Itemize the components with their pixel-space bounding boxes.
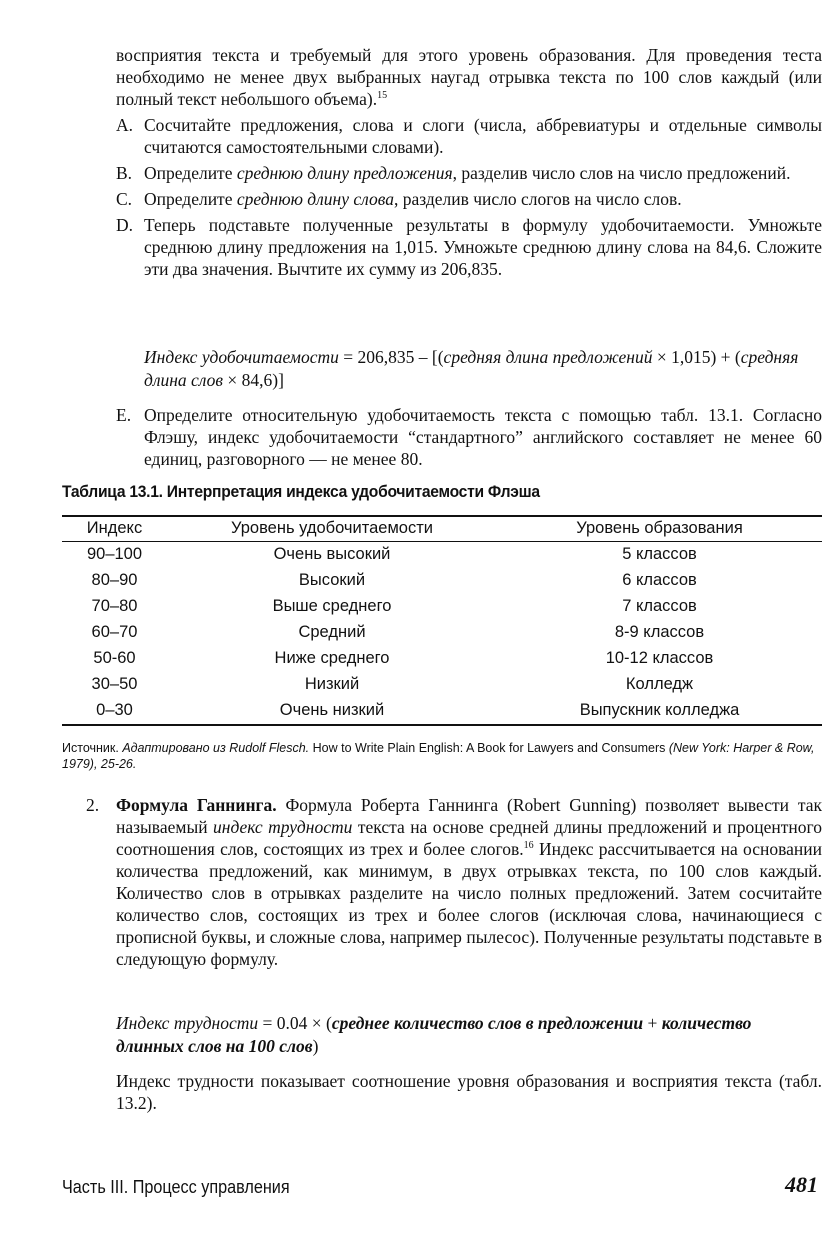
list-item <box>116 214 822 280</box>
emphasis: индекс трудности <box>213 817 353 837</box>
section-heading: Формула Ганнинга. <box>116 795 277 815</box>
footnote-ref: 15 <box>377 90 388 102</box>
text-run: Определите <box>144 189 237 209</box>
table-row <box>62 620 822 646</box>
table-row <box>62 594 822 620</box>
table-cell: Высокий <box>298 571 366 589</box>
list-text: Определите относительную удобочитаемость текста с помощью табл. 13.1. Согласно Флэшу, индекс удобочитаемости “стандартного” английского составляет не менее 60 единиц, разговорного — не менее 80. <box>144 405 822 469</box>
table-cell: Очень низкий <box>167 698 497 725</box>
steps-list <box>116 114 822 284</box>
list-item <box>116 404 822 470</box>
table-cell: 8-9 классов <box>614 623 705 641</box>
column-header: Уровень удобочитаемости <box>167 516 497 542</box>
text-run: Индекс рассчитывается на основании количества предложений, как минимум, в двух отрывках текста, по 100 слов каждый. Количество слов в отрывках разделите на число полных предложений. Затем сосчитайте количество слов, состоящих из трех и более слогов (исключая слова, начинающиеся с прописной буквы, и сложные слова, например пылесос). Полученные результаты подставьте в следующую формулу. <box>116 839 822 969</box>
table-cell: 50-60 <box>93 649 136 667</box>
text-run: , разделив число слов на число предложений. <box>452 163 791 183</box>
column-header: Уровень образования <box>497 516 822 542</box>
table-source-note <box>62 740 822 772</box>
table-row <box>62 672 822 698</box>
step-e <box>116 404 822 474</box>
list-marker: C. <box>116 189 133 209</box>
formula-flesch <box>144 346 822 392</box>
table-cell: 90–100 <box>86 545 143 563</box>
text-run: Определите <box>144 163 237 183</box>
intro-paragraph <box>116 44 822 110</box>
footnote-ref: 16 <box>523 840 534 852</box>
table-cell: Средний <box>298 623 366 641</box>
table-cell: Выпускник колледжа <box>497 698 822 725</box>
list-marker: E. <box>116 405 132 425</box>
table-cell: Низкий <box>304 675 360 693</box>
table-cell: 70–80 <box>91 597 138 615</box>
text-run: , разделив число слогов на число слов. <box>393 189 682 209</box>
page-number: 481 <box>785 1172 818 1197</box>
table-cell: 0–30 <box>62 698 167 725</box>
list-text <box>144 162 822 184</box>
formula-term: средняя длина слов <box>144 347 799 390</box>
table-cell: Колледж <box>625 675 694 693</box>
formula-part: ) <box>312 1036 319 1056</box>
source-prefix: Источник. <box>62 741 123 755</box>
list-marker: A. <box>116 115 134 135</box>
section-gunning <box>86 794 822 970</box>
text-run: Формула Роберта Ганнинга (Robert Gunning) позволяет вывести так называемый <box>116 795 822 837</box>
source-adapted: Адаптировано из Rudolf Flesch. <box>122 741 313 755</box>
formula-term: количество длинных слов на 100 слов <box>116 1013 752 1056</box>
table-cell: 30–50 <box>91 675 138 693</box>
section-number: 2. <box>86 795 100 815</box>
section-body <box>116 794 822 970</box>
running-footer: Часть III. Процесс управления <box>62 1177 290 1197</box>
list-text: Теперь подставьте полученные результаты в формулу удобочитаемости. Умножьте среднюю длину предложения на 1,015. Умножьте среднюю длину слова на 84,6. Сложите эти два значения. Вычтите их сумму из 206,835. <box>144 215 822 279</box>
formula-term: среднее количество слов в предложении <box>331 1013 644 1033</box>
formula-term: средняя длина предложений <box>443 347 653 367</box>
formula-part: = 206,835 – [( <box>338 347 444 367</box>
list-item <box>116 188 822 210</box>
list-text <box>144 188 822 210</box>
table-row <box>62 698 822 725</box>
list-text: Сосчитайте предложения, слова и слоги (числа, аббревиатуры и отдельные символы считаются самостоятельными словами). <box>144 115 822 157</box>
closing-paragraph: Индекс трудности показывает соотношение уровня образования и восприятия текста (табл. 13.2). <box>116 1071 822 1113</box>
flesch-table <box>62 515 822 726</box>
emphasis: среднюю длину слова <box>236 189 394 209</box>
list-marker: B. <box>116 163 133 183</box>
table-cell: 5 классов <box>622 545 697 563</box>
table-cell: 80–90 <box>91 571 138 589</box>
table-cell: 7 классов <box>622 597 697 615</box>
table-cell: Ниже среднего <box>274 649 390 667</box>
table-cell: 10-12 классов <box>605 649 714 667</box>
table-row <box>62 646 822 672</box>
list-item <box>116 114 822 158</box>
table-cell: Очень высокий <box>273 545 391 563</box>
formula-label: Индекс трудности <box>116 1013 259 1033</box>
source-publisher: (New York: Harper & Row, 1979), 25-26. <box>62 741 815 771</box>
table-cell: Выше среднего <box>272 597 392 615</box>
formula-part: = 0.04 × ( <box>258 1013 332 1033</box>
table-caption: Таблица 13.1. Интерпретация индекса удобочитаемости Флэша <box>62 482 540 501</box>
table-cell: 60–70 <box>91 623 138 641</box>
column-header: Индекс <box>62 516 167 542</box>
table-row <box>62 568 822 594</box>
formula-label: Индекс удобочитаемости <box>144 347 339 367</box>
formula-part: + <box>643 1013 662 1033</box>
table-cell: 6 классов <box>622 571 697 589</box>
source-title: How to Write Plain English: A Book for Lawyers and Consumers <box>312 741 669 755</box>
formula-gunning <box>116 1012 822 1058</box>
text-run: текста на основе средней длины предложений и процентного соотношения слов, состоящих из трех и более слогов. <box>116 817 822 859</box>
formula-part: × 1,015) + ( <box>652 347 741 367</box>
formula-part: × 84,6)] <box>223 370 284 390</box>
list-marker: D. <box>116 215 134 235</box>
table-header-row <box>62 516 822 542</box>
emphasis: среднюю длину предложения <box>236 163 453 183</box>
intro-text: восприятия текста и требуемый для этого уровень образования. Для проведения теста необходимо не менее двух выбранных наугад отрывка текста по 100 слов каждый (или полный текст небольшого объема). <box>116 45 822 109</box>
list-item <box>116 162 822 184</box>
table-row <box>62 542 822 569</box>
